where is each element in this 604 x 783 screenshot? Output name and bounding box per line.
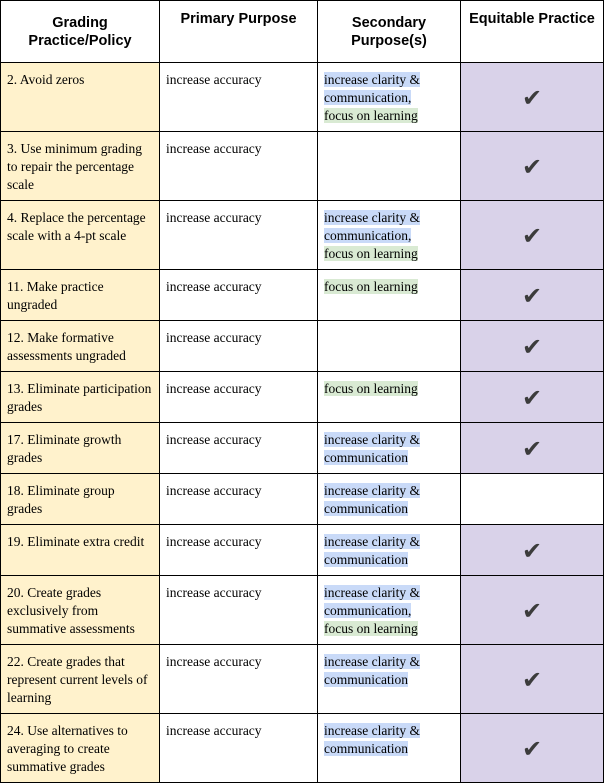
primary-purpose-cell: increase accuracy (160, 132, 318, 201)
learning-highlight: focus on learning (324, 621, 418, 636)
primary-purpose-cell: increase accuracy (160, 201, 318, 270)
primary-purpose-cell: increase accuracy (160, 645, 318, 714)
table-row (1, 474, 604, 525)
table-row (1, 270, 604, 321)
equitable-cell (461, 645, 604, 714)
clarity-highlight-line2: communication (324, 552, 408, 567)
clarity-highlight-line1: increase clarity & (324, 72, 420, 87)
secondary-purpose-cell (318, 525, 461, 576)
learning-highlight: focus on learning (324, 246, 418, 261)
header-primary (160, 1, 318, 63)
clarity-highlight-line1: increase clarity & (324, 483, 420, 498)
learning-highlight: focus on learning (324, 279, 418, 294)
checkmark-icon: ✔ (521, 333, 543, 361)
primary-purpose-cell: increase accuracy (160, 372, 318, 423)
primary-purpose-cell: increase accuracy (160, 321, 318, 372)
clarity-highlight-line1: increase clarity & (324, 210, 420, 225)
primary-purpose-cell: increase accuracy (160, 714, 318, 783)
checkmark-icon: ✔ (521, 222, 543, 250)
clarity-highlight-line1: increase clarity & (324, 723, 420, 738)
policy-cell: 22. Create grades that represent current levels of learning (1, 645, 160, 714)
equitable-cell (461, 321, 604, 372)
secondary-purpose-cell (318, 474, 461, 525)
table-row (1, 372, 604, 423)
equitable-cell (461, 423, 604, 474)
equitable-cell (461, 474, 604, 525)
secondary-purpose-cell (318, 321, 461, 372)
primary-purpose-cell: increase accuracy (160, 423, 318, 474)
table-row (1, 576, 604, 645)
equitable-cell (461, 63, 604, 132)
table-row (1, 132, 604, 201)
secondary-purpose-cell (318, 423, 461, 474)
header-secondary-line2: Purpose(s) (351, 32, 427, 49)
table-row (1, 525, 604, 576)
checkmark-icon: ✔ (521, 282, 543, 310)
header-policy (1, 1, 160, 63)
checkmark-icon: ✔ (521, 384, 543, 412)
clarity-highlight-line2: communication, (324, 228, 412, 243)
secondary-purpose-cell (318, 201, 461, 270)
secondary-purpose-cell (318, 645, 461, 714)
table-row (1, 63, 604, 132)
clarity-highlight-line1: increase clarity & (324, 585, 420, 600)
header-policy-line2: Practice/Policy (28, 32, 132, 49)
clarity-highlight-line2: communication (324, 741, 408, 756)
equitable-cell (461, 525, 604, 576)
secondary-purpose-cell (318, 63, 461, 132)
policy-cell: 20. Create grades exclusively from summative assessments (1, 576, 160, 645)
clarity-highlight-line2: communication, (324, 603, 412, 618)
secondary-purpose-cell (318, 270, 461, 321)
primary-purpose-cell: increase accuracy (160, 63, 318, 132)
policy-cell: 19. Eliminate extra credit (1, 525, 160, 576)
clarity-highlight-line1: increase clarity & (324, 432, 420, 447)
equitable-cell (461, 201, 604, 270)
clarity-highlight-line1: increase clarity & (324, 534, 420, 549)
equitable-cell (461, 270, 604, 321)
secondary-purpose-cell (318, 372, 461, 423)
clarity-highlight-line2: communication (324, 450, 408, 465)
policy-cell: 2. Avoid zeros (1, 63, 160, 132)
clarity-highlight-line1: increase clarity & (324, 654, 420, 669)
header-equitable (461, 1, 604, 63)
primary-purpose-cell: increase accuracy (160, 576, 318, 645)
equitable-cell (461, 714, 604, 783)
header-row (1, 1, 604, 63)
checkmark-icon: ✔ (521, 537, 543, 565)
header-secondary-line1: Secondary (351, 14, 427, 31)
equitable-cell (461, 372, 604, 423)
policy-cell: 18. Eliminate group grades (1, 474, 160, 525)
checkmark-icon: ✔ (521, 666, 543, 694)
header-policy-line1: Grading (52, 14, 108, 31)
policy-cell: 3. Use minimum grading to repair the percentage scale (1, 132, 160, 201)
table-row (1, 423, 604, 474)
secondary-purpose-cell (318, 132, 461, 201)
policy-cell: 24. Use alternatives to averaging to create summative grades (1, 714, 160, 783)
policy-cell: 17. Eliminate growth grades (1, 423, 160, 474)
clarity-highlight-line2: communication (324, 672, 408, 687)
header-equitable-label: Equitable Practice (469, 11, 595, 27)
secondary-purpose-cell (318, 714, 461, 783)
primary-purpose-cell: increase accuracy (160, 474, 318, 525)
clarity-highlight-line2: communication, (324, 90, 412, 105)
checkmark-icon: ✔ (521, 597, 543, 625)
secondary-purpose-cell (318, 576, 461, 645)
header-secondary (318, 1, 461, 63)
table-row (1, 201, 604, 270)
equitable-cell (461, 132, 604, 201)
learning-highlight: focus on learning (324, 381, 418, 396)
header-primary-label: Primary Purpose (180, 11, 297, 27)
primary-purpose-cell: increase accuracy (160, 270, 318, 321)
table-row (1, 645, 604, 714)
checkmark-icon: ✔ (521, 435, 543, 463)
policy-cell: 12. Make formative assessments ungraded (1, 321, 160, 372)
clarity-highlight-line2: communication (324, 501, 408, 516)
equitable-cell (461, 576, 604, 645)
table-row (1, 714, 604, 783)
policy-cell: 11. Make practice ungraded (1, 270, 160, 321)
checkmark-icon: ✔ (521, 84, 543, 112)
learning-highlight: focus on learning (324, 108, 418, 123)
primary-purpose-cell: increase accuracy (160, 525, 318, 576)
policy-cell: 13. Eliminate participation grades (1, 372, 160, 423)
checkmark-icon: ✔ (521, 153, 543, 181)
policy-cell: 4. Replace the percentage scale with a 4-pt scale (1, 201, 160, 270)
table-row (1, 321, 604, 372)
checkmark-icon: ✔ (521, 735, 543, 763)
